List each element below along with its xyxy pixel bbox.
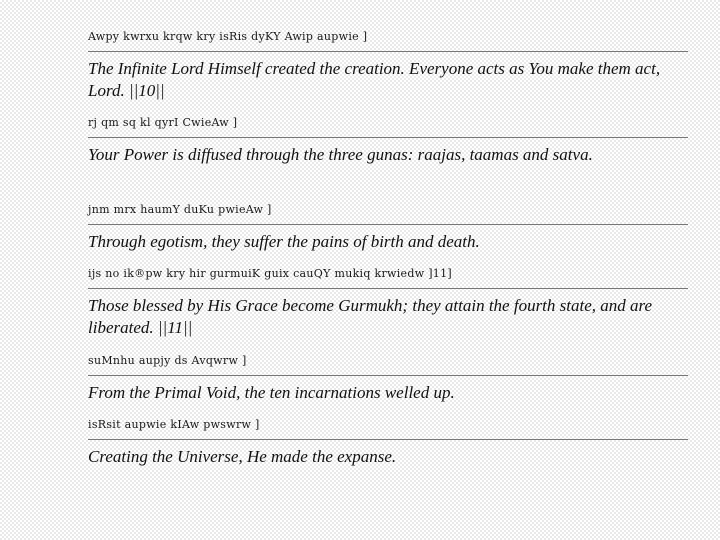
translation-text: Through egotism, they suffer the pains of birth and death. <box>88 224 688 253</box>
translation-text: From the Primal Void, the ten incarnations welled up. <box>88 375 688 404</box>
verse-block <box>88 267 698 339</box>
gurmukhi-line: jnm mrx haumY duKu pwieAw ] <box>88 203 272 216</box>
verse-block <box>88 354 698 404</box>
translation-text: Your Power is diffused through the three gunas: raajas, taamas and satva. <box>88 137 688 166</box>
verse-block <box>88 203 698 253</box>
gurmukhi-line: isRsit aupwie kIAw pwswrw ] <box>88 418 260 431</box>
translation-text: The Infinite Lord Himself created the creation. Everyone acts as You make them act, Lord. ||10|| <box>88 51 688 102</box>
verse-block <box>88 116 698 166</box>
gurmukhi-line: suMnhu aupjy ds Avqwrw ] <box>88 354 247 367</box>
gurmukhi-line: Awpy kwrxu krqw kry isRis dyKY Awip aupwie ] <box>88 30 368 43</box>
translation-text: Creating the Universe, He made the expanse. <box>88 439 688 468</box>
gurmukhi-line: ijs no ik®pw kry hir gurmuiK guix cauQY mukiq krwiedw ]11] <box>88 267 452 280</box>
translation-text: Those blessed by His Grace become Gurmukh; they attain the fourth state, and are liberated. ||11|| <box>88 288 688 339</box>
verse-block <box>88 30 698 102</box>
verse-block <box>88 418 698 468</box>
gurmukhi-line: rj qm sq kl qyrI CwieAw ] <box>88 116 238 129</box>
